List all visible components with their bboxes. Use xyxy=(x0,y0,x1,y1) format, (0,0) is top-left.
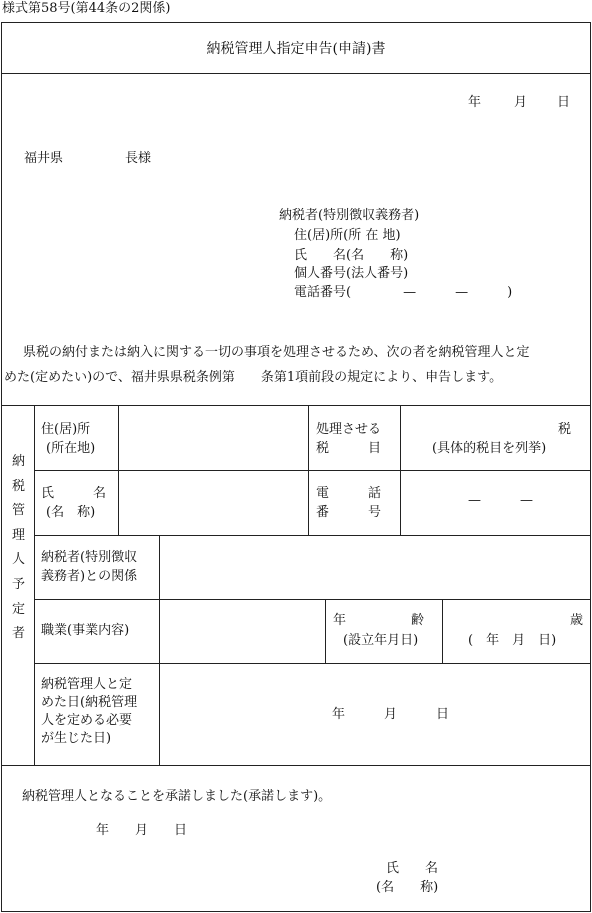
occupation-label: 職業(事業内容) xyxy=(41,623,130,638)
agent-name-sublabel: (名 称) xyxy=(46,505,96,520)
taxpayer-address-label: 住(居)所(所 在 地) xyxy=(294,228,401,243)
taxpayer-name-label: 氏 名(名 称) xyxy=(294,248,409,263)
relation-label: 納税者(特別徴収 xyxy=(41,550,138,565)
application-form xyxy=(1,22,591,912)
consent-name-sublabel: (名 称) xyxy=(376,880,439,895)
tax-items-field[interactable] xyxy=(401,406,589,469)
agent-name-field[interactable] xyxy=(119,471,307,534)
body-text-line2: めた(定めたい)ので、福井県県税条例第 条第1項前段の規定により、申告します。 xyxy=(4,370,503,385)
age-suffix: 歳 xyxy=(570,613,584,628)
appoint-date-label-2: めた日(納税管理 xyxy=(41,695,138,710)
addressee-prefecture: 福井県 xyxy=(24,151,64,166)
agent-address-label: 住(居)所 xyxy=(41,422,91,437)
appoint-date-label-1: 納税管理人と定 xyxy=(41,677,133,692)
appoint-date-label-3: 人を定める必要 xyxy=(41,713,133,728)
appoint-date-value[interactable]: 年 月 日 xyxy=(332,707,450,722)
body-text-line1: 県税の納付または納入に関する一切の事項を処理させるため、次の者を納税管理人と定 xyxy=(23,345,530,360)
date-day: 日 xyxy=(557,95,571,110)
age-label: 年 齢 xyxy=(333,613,425,628)
form-title: 納税管理人指定申告(申請)書 xyxy=(206,41,386,57)
taxpayer-heading: 納税者(特別徴収義務者) xyxy=(279,208,420,223)
taxpayer-id-label: 個人番号(法人番号) xyxy=(294,266,409,281)
agent-phone-value[interactable]: — — xyxy=(468,493,534,508)
agent-phone-sublabel: 番 号 xyxy=(316,505,382,520)
form-number: 様式第58号(第44条の2関係) xyxy=(2,1,171,16)
age-sublabel: (設立年月日) xyxy=(343,633,419,648)
addressee-suffix: 長様 xyxy=(125,151,152,166)
appoint-date-label-4: が生じた日) xyxy=(41,731,112,746)
agent-address-sublabel: (所在地) xyxy=(46,441,96,456)
consent-text: 納税管理人となることを承諾しました(承諾します)。 xyxy=(22,789,332,804)
agent-name-label: 氏 名 xyxy=(41,486,107,501)
established-date[interactable]: ( 年 月 日) xyxy=(468,633,557,648)
tax-item-sublabel: 税 目 xyxy=(316,441,382,456)
divider xyxy=(2,73,590,74)
taxpayer-phone-label: 電話番号( — — ) xyxy=(294,285,513,300)
section-label-vertical: 納 税 管 理 人 予 定 者 xyxy=(11,454,25,642)
date-month: 月 xyxy=(514,95,528,110)
relation-field[interactable] xyxy=(160,536,589,598)
agent-phone-label: 電 話 xyxy=(316,486,382,501)
tax-suffix: 税 xyxy=(558,422,572,437)
agent-address-field[interactable] xyxy=(119,406,307,469)
occupation-field[interactable] xyxy=(160,600,324,662)
relation-sublabel: 義務者)との関係 xyxy=(41,569,138,584)
date-year: 年 xyxy=(468,95,482,110)
consent-date[interactable]: 年 月 日 xyxy=(96,823,188,838)
consent-name-label: 氏 名 xyxy=(386,861,439,876)
tax-note: (具体的税目を列挙) xyxy=(432,441,547,456)
tax-item-label: 処理させる xyxy=(316,422,382,437)
